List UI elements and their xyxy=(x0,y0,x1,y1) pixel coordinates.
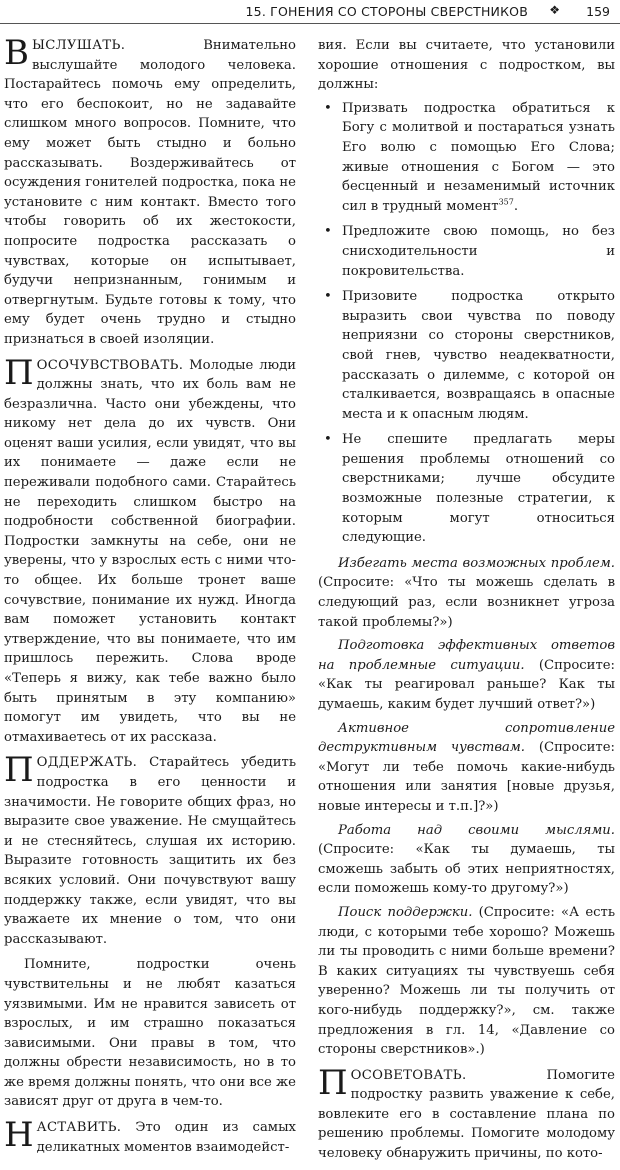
left-column xyxy=(4,33,296,1163)
strategy-title: Избегать места возможных проблем. xyxy=(338,555,615,571)
drop-cap: П xyxy=(4,352,34,393)
list-item: • Призовите подростка открыто выразить свои чувства по поводу неприязни со стороны сверстников, свой гнев, чувство неадекватности, рассказать о дилемме, с которой он сталкивается, возвращаясь в опасные места и к опасным людям. xyxy=(324,289,615,422)
section-text: Старайтесь убедить подростка в его ценности и значимости. Не говорите общих фраз, но выразите свое уважение. Не смущайтесь и не стесняйтесь, слушая их историю. Выразите готовность защитить их без всяких условий. Они почувствуют вашу поддержку также, если увидят, что вы уважаете их мнение о том, что они рассказывают. xyxy=(4,755,296,947)
drop-cap: П xyxy=(4,750,34,791)
page-header xyxy=(0,0,620,24)
section-text: Это один из самых деликатных моментов взаимодейст- xyxy=(36,1120,296,1155)
ornament-icon: ❖ xyxy=(549,3,560,17)
strategy-title: Работа над своими мыслями. xyxy=(338,822,615,838)
paragraph-intro: вия. Если вы считаете, что установили хорошие отношения с подростком, вы должны: xyxy=(318,38,615,93)
section-text: Помогите подростку развить уважение к себе, вовлеките его в составление плана по решению проблемы. Помогите молодому человеку обнаружить причины, по кото- xyxy=(318,1067,615,1162)
strategy-item: Подготовка эффективных ответов на проблемные ситуации. (Спросите: «Как ты реагировал раньше? Как ты думаешь, каким будет лучший ответ?») xyxy=(318,638,615,712)
drop-cap: В xyxy=(4,33,29,73)
list-item: • Не спешите предлагать меры решения проблемы отношений со сверстниками; лучше обсудите возможные полезные стратегии, к которым могут относиться следующие. xyxy=(324,432,615,546)
footnote-ref: 357 xyxy=(498,197,514,207)
bullet-icon: • xyxy=(324,224,332,240)
paragraph-remember: Помните, подростки очень чувствительны и не любят казаться уязвимыми. Им не нравится зависеть от взрослых, и им страшно показаться зависимыми. Они правы в том, что должны обрести независимость, но в то же время должны понять, что они все же зависят друг от друга в чем-то. xyxy=(4,957,296,1110)
section-listen xyxy=(4,33,296,350)
section-keyword: ОДДЕРЖАТЬ. xyxy=(36,755,138,771)
header-rule xyxy=(0,23,620,24)
strategy-item: Избегать места возможных проблем. (Спросите: «Что ты можешь сделать в следующий раз, если возникнет угроза такой проблемы?») xyxy=(318,555,615,630)
section-keyword: ОСОЧУВСТВОВАТЬ. xyxy=(36,357,184,373)
section-instruct xyxy=(4,1115,296,1157)
section-support xyxy=(4,750,296,949)
list-item: • Призвать подростка обратиться к Богу с молитвой и постараться узнать Его волю с помощью Его Слова; живые отношения с Богом — это бесценный и незаменимый источник сил в трудный момент$^{357}$. xyxy=(324,100,615,214)
drop-cap: П xyxy=(318,1062,348,1103)
right-column xyxy=(318,36,615,1170)
bullet-icon: • xyxy=(324,100,332,116)
strategy-title: Активное сопротивление деструктивным чувствам. xyxy=(318,720,615,756)
section-keyword: ЫСЛУШАТЬ. xyxy=(32,38,126,53)
bullet-list xyxy=(318,99,615,548)
bullet-icon: • xyxy=(324,432,332,448)
strategy-title: Подготовка эффективных ответов на проблемные ситуации. xyxy=(318,638,615,673)
chapter-title: 15. ГОНЕНИЯ СО СТОРОНЫ СВЕРСТНИКОВ xyxy=(245,4,528,19)
section-keyword: АСТАВИТЬ. xyxy=(36,1120,122,1136)
strategy-title: Поиск поддержки. xyxy=(338,904,473,920)
section-sympathize xyxy=(4,352,296,748)
section-keyword: ОСОВЕТОВАТЬ. xyxy=(350,1067,467,1083)
strategy-item: Работа над своими мыслями. (Спросите: «Как ты думаешь, ты сможешь забыть об этих неприятностях, если поможешь кому-то другому?») xyxy=(318,822,615,897)
page-number: 159 xyxy=(586,4,610,19)
bullet-icon: • xyxy=(324,289,332,305)
section-advise xyxy=(318,1062,615,1164)
strategy-item: Поиск поддержки. (Спросите: «А есть люди, с которыми тебе хорошо? Можешь ли ты проводить с ними больше времени? В каких ситуациях ты чувствуешь себя уверенно? Можешь ли ты получить от кого-нибудь поддержку?», см. также предложения в гл. 14, «Давление со стороны сверстников».) xyxy=(318,904,616,1058)
list-item: • Предложите свою помощь, но без снисходительности и покровительства. xyxy=(324,224,615,279)
strategy-item: Активное сопротивление деструктивным чувствам. (Спросите: «Могут ли тебе помочь какие-нибудь отношения или занятия [новые друзья, новые интересы и т.п.]?») xyxy=(318,720,615,814)
drop-cap: Н xyxy=(4,1115,34,1156)
section-text: Молодые люди должны знать, что их боль вам не безразлична. Часто они убеждены, что никому нет дела до их чувств. Они оценят ваши усилия, если увидят, что вы их понимаете — даже если не переживали подобного сами. Старайтесь не переходить слишком быстро на подробности собственной биографии. Подростки замкнуты на себе, они не уверены, что у взрослых есть с ними что-то общее. Их больше тронет ваше сочувствие, понимание их нужд. Иногда вам поможет установить контакт утверждение, что вы понимаете, что им пришлось пережить. Слова вроде «Теперь я вижу, как тебе важно было быть принятым в эту компанию» помогут им увидеть, что вы не отмахиваетесь от их рассказа. xyxy=(4,357,296,745)
section-text: Внимательно выслушайте молодого человека. Постарайтесь помочь ему определить, что его беспокоит, но не задавайте слишком много вопросов. Помните, что ему может быть стыдно и больно рассказывать. Воздерживайтесь от осуждения гонителей подростка, пока не установите с ним контакт. Вместо того чтобы говорить об их жестокости, попросите подростка рассказать о чувствах, которые он испытывает, будучи непризнанным, гонимым и отвергнутым. Будьте готовы к тому, что ему будет очень трудно и стыдно признаться в своей изоляции. xyxy=(4,38,296,347)
